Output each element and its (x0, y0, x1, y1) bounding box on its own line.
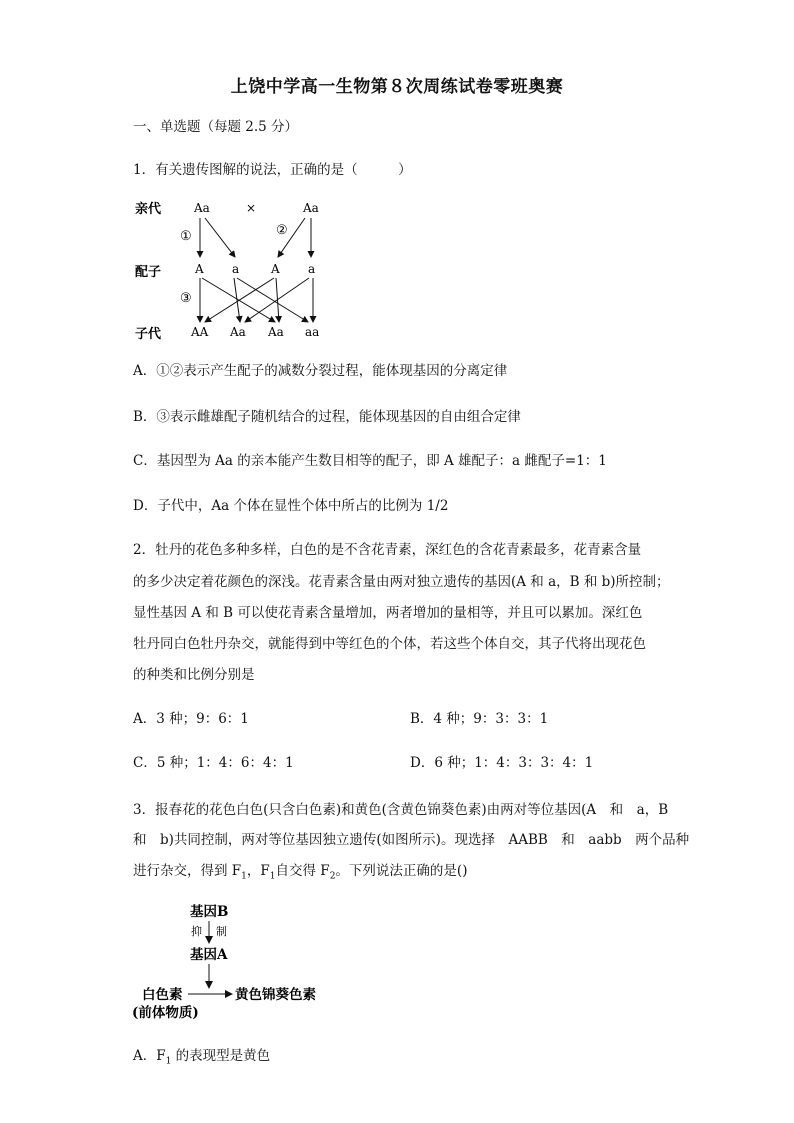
question-2-line-1: 2．牡丹的花色多种多样，白色的是不含花青素，深红色的含花青素最多，花青素含量 (133, 542, 642, 558)
offspring-Aa-2: Aa (268, 325, 284, 339)
cross-symbol: × (246, 201, 257, 215)
q2-option-b: B．4 种；9：3：3：1 (410, 711, 549, 727)
sub-f1-a: 1 (241, 871, 247, 882)
parent-left: Aa (194, 201, 210, 215)
offspring-aa: aa (305, 325, 320, 339)
gamete-a-1: a (232, 262, 240, 276)
q3-option-a-text: 的表现型是黄色 (171, 1048, 271, 1064)
genetic-cross-diagram (125, 192, 350, 347)
offspring-Aa-1: Aa (230, 325, 246, 339)
inhibit-label-2: 制 (216, 925, 227, 938)
step-label-2: ② (276, 223, 288, 238)
question-2-line-4: 牡丹同白色牡丹杂交，就能得到中等红色的个体，若这些个体自交，其子代将出现花色 (133, 636, 646, 652)
row-label-offspring: 子代 (135, 327, 162, 342)
q1-option-a: A．①②表示产生配子的减数分裂过程，能体现基因的分离定律 (133, 363, 508, 379)
q3-line3-part-a: 进行杂交，得到 F (133, 863, 242, 879)
q1-option-b: B．③表示雌雄配子随机结合的过程，能体现基因的自由组合定律 (133, 409, 521, 425)
q3-line3-part-c: 自交得 F (275, 863, 330, 879)
sub-f1-b: 1 (269, 871, 276, 882)
step-label-1: ① (180, 229, 192, 244)
question-3-line-1: 3．报春花的花色白色(只含白色素)和黄色(含黄色锦葵色素)由两对等位基因(A 和 a，B (133, 802, 669, 818)
offspring-AA: AA (191, 325, 209, 339)
fuse-a2-Aa (245, 278, 309, 322)
question-2-line-3: 显性基因 A 和 B 可以使花青素含量增加，两者增加的量相等，并且可以累加。深红色 (133, 605, 643, 621)
parent-right: Aa (303, 201, 319, 215)
sub-f2: 2 (329, 871, 336, 882)
q2-option-a: A．3 种；9：6：1 (133, 711, 249, 727)
q3-option-a-sub: 1 (165, 1056, 172, 1067)
question-3-line-2: 和 b)共同控制，两对等位基因独立遗传(如图所示)。现选择 AABB 和 aabb 两个品种 (133, 832, 690, 848)
row-label-gamete: 配子 (135, 265, 162, 280)
q1-option-d: D．子代中，Aa 个体在显性个体中所占的比例为 1/2 (133, 498, 449, 514)
q3-option-a (133, 1042, 270, 1076)
q3-line3-part-b: ，F (246, 863, 270, 879)
row-label-parent: 亲代 (135, 202, 162, 217)
inhibit-label-1: 抑 (191, 925, 202, 938)
q3-line3-part-d: 。下列说法正确的是() (335, 863, 468, 879)
fuse-a1-aa (237, 278, 308, 322)
pigment-pathway-diagram (125, 896, 360, 1026)
question-2-line-5: 的种类和比例分别是 (133, 667, 255, 683)
gene-b-label: 基因B (190, 904, 229, 920)
page-title: 上饶中学高一生物第８次周练试卷零班奥赛 (230, 77, 564, 97)
question-2-line-2: 的多少决定着花颜色的深浅。花青素含量由两对独立遗传的基因(A 和 a，B 和 b)所控制； (133, 574, 670, 590)
white-pigment-label: 白色素 (142, 987, 183, 1003)
q1-option-c: C．基因型为 Aa 的亲本能产生数目相等的配子，即 A 雄配子：a 雌配子=1：1 (133, 453, 607, 469)
question-1-stem: 1．有关遗传图解的说法，正确的是（ ） (133, 162, 412, 178)
gamete-a-2: a (308, 262, 316, 276)
question-3-line-3 (133, 857, 467, 891)
section-heading: 一、单选题（每题 2.5 分） (133, 119, 299, 135)
q3-option-a-prefix: A．F (133, 1048, 166, 1064)
q2-option-d: D．6 种；1：4：3：3：4：1 (410, 755, 594, 771)
gamete-A-1: A (195, 262, 204, 276)
arrow-parent-left-to-a (205, 218, 235, 257)
q2-option-c: C．5 种；1：4：6：4：1 (133, 755, 294, 771)
gene-a-label: 基因A (190, 947, 228, 963)
precursor-label: (前体物质) (132, 1005, 199, 1021)
gamete-A-2: A (271, 262, 280, 276)
step-label-3: ③ (180, 291, 192, 306)
yellow-pigment-label: 黄色锦葵色素 (235, 987, 316, 1003)
